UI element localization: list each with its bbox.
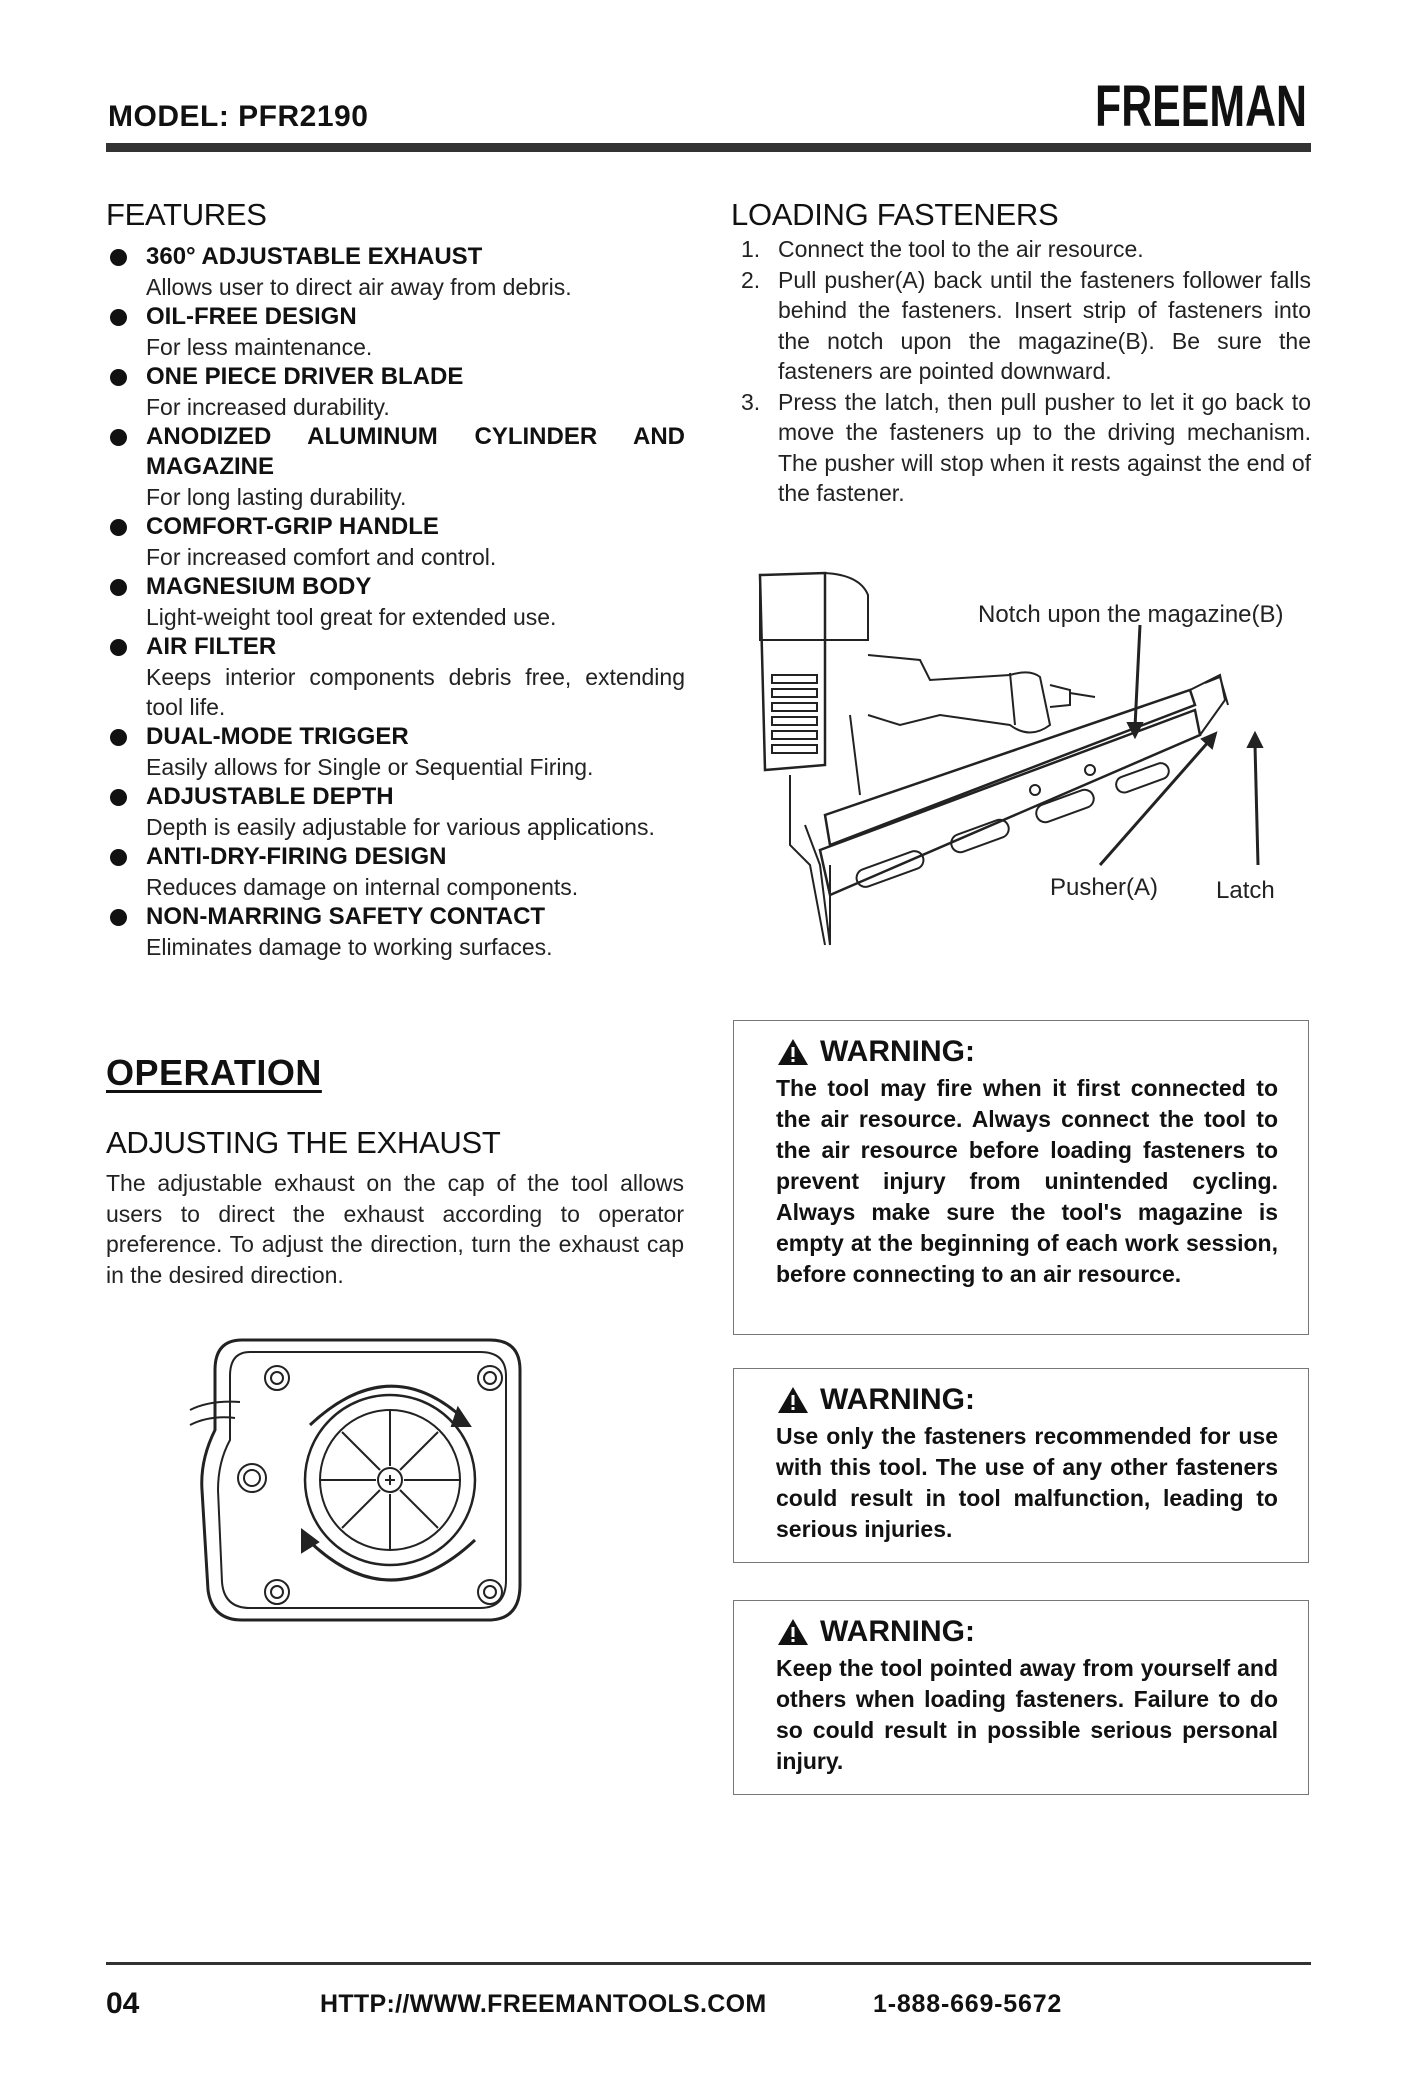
nailer-illustration <box>750 565 1310 945</box>
bullet-icon <box>110 309 127 326</box>
bullet-icon <box>110 579 127 596</box>
feature-title: ANTI-DRY-FIRING DESIGN <box>146 843 447 870</box>
model-label: MODEL: PFR2190 <box>108 100 369 133</box>
bullet-icon <box>110 519 127 536</box>
feature-title: ADJUSTABLE DEPTH <box>146 783 394 810</box>
step-text: Press the latch, then pull pusher to let it go back to move the fasteners up to the driving mechanism. The pusher will stop when it rests against the end of the fastener. <box>778 388 1311 506</box>
loading-step <box>741 387 1311 509</box>
warning-title: WARNING: <box>820 1383 975 1416</box>
step-text: Connect the tool to the air resource. <box>778 236 1144 262</box>
feature-desc: Easily allows for Single or Sequential Firing. <box>146 754 594 780</box>
feature-title: ONE PIECE DRIVER BLADE <box>146 363 464 390</box>
website-link[interactable]: HTTP://WWW.FREEMANTOOLS.COM <box>320 1990 767 2018</box>
feature-item <box>110 422 685 512</box>
warning-triangle-icon <box>776 1617 810 1647</box>
feature-item <box>110 632 685 722</box>
page-number: 04 <box>106 1987 140 2020</box>
feature-item <box>110 242 685 302</box>
phone-number: 1-888-669-5672 <box>873 1990 1063 2018</box>
loading-steps-list <box>741 234 1311 509</box>
feature-item <box>110 302 685 362</box>
feature-title: AIR FILTER <box>146 633 277 660</box>
bullet-icon <box>110 849 127 866</box>
step-number: 1. <box>741 236 761 262</box>
bullet-icon <box>110 249 127 266</box>
warning-triangle-icon <box>776 1037 810 1067</box>
feature-desc: For increased durability. <box>146 394 390 420</box>
feature-item <box>110 902 685 962</box>
feature-desc: Depth is easily adjustable for various applications. <box>146 814 655 840</box>
header-divider <box>106 143 1311 152</box>
step-text: Pull pusher(A) back until the fasteners follower falls behind the fasteners. Insert strip of fasteners into the notch upon the magazine(B). Be sure the fasteners are pointed downward. <box>778 266 1311 384</box>
feature-item <box>110 362 685 422</box>
warning-box-1 <box>733 1020 1309 1335</box>
pusher-label: Pusher(A) <box>1050 874 1159 901</box>
warning-box-2 <box>733 1368 1309 1563</box>
bullet-icon <box>110 639 127 656</box>
bullet-icon <box>110 909 127 926</box>
logo-text: FREEMAN <box>1095 74 1307 139</box>
feature-title: OIL-FREE DESIGN <box>146 303 357 330</box>
warning-triangle-icon <box>776 1385 810 1415</box>
feature-title: DUAL-MODE TRIGGER <box>146 723 409 750</box>
bullet-icon <box>110 369 127 386</box>
adjusting-exhaust-text: The adjustable exhaust on the cap of the tool allows users to direct the exhaust according to operator preference. To adjust the direction, turn the exhaust cap in the desired direction. <box>106 1170 684 1288</box>
feature-item <box>110 572 685 632</box>
feature-desc: Keeps interior components debris free, extending tool life. <box>146 664 685 720</box>
warning-title: WARNING: <box>820 1035 975 1068</box>
feature-title: NON-MARRING SAFETY CONTACT <box>146 903 546 930</box>
freeman-logo <box>1093 72 1311 139</box>
loading-step <box>741 265 1311 387</box>
feature-item <box>110 512 685 572</box>
step-number: 3. <box>741 388 761 415</box>
feature-item <box>110 782 685 842</box>
bullet-icon <box>110 729 127 746</box>
exhaust-cap-illustration <box>190 1330 530 1635</box>
latch-label: Latch <box>1216 877 1275 904</box>
step-number: 2. <box>741 266 761 293</box>
features-heading: FEATURES <box>106 197 267 232</box>
feature-title: MAGNESIUM BODY <box>146 573 372 600</box>
feature-desc: For long lasting durability. <box>146 484 407 510</box>
feature-desc: Allows user to direct air away from debris. <box>146 274 572 300</box>
warning-text: Keep the tool pointed away from yourself and others when loading fasteners. Failure to do so could result in possible serious personal injury. <box>776 1655 1278 1774</box>
loading-fasteners-heading: LOADING FASTENERS <box>731 197 1059 232</box>
adjusting-exhaust-heading: ADJUSTING THE EXHAUST <box>106 1125 501 1160</box>
features-list <box>110 242 685 962</box>
warning-box-3 <box>733 1600 1309 1795</box>
warning-header <box>776 1035 1278 1069</box>
bullet-icon <box>110 789 127 806</box>
footer-divider <box>106 1962 1311 1965</box>
warning-text: Use only the fasteners recommended for use with this tool. The use of any other fasteners could result in tool malfunction, leading to serious injuries. <box>776 1423 1278 1542</box>
feature-item <box>110 722 685 782</box>
warning-text: The tool may fire when it first connected to the air resource. Always connect the tool to the air resource before loading fasteners to prevent injury from unintended cycling. Always make sure the tool's magazine is empty at the beginning of each work session, before connecting to an air resource. <box>776 1075 1278 1287</box>
feature-title: 360° ADJUSTABLE EXHAUST <box>146 243 483 270</box>
feature-item <box>110 842 685 902</box>
loading-step <box>741 234 1311 265</box>
feature-desc: For increased comfort and control. <box>146 544 497 570</box>
feature-desc: Reduces damage on internal components. <box>146 874 579 900</box>
warning-title: WARNING: <box>820 1615 975 1648</box>
feature-desc: Light-weight tool great for extended use. <box>146 604 557 630</box>
warning-header <box>776 1615 1278 1649</box>
bullet-icon <box>110 429 127 446</box>
feature-title: COMFORT-GRIP HANDLE <box>146 513 439 540</box>
warning-header <box>776 1383 1278 1417</box>
feature-title: ANODIZED ALUMINUM CYLINDER AND MAGAZINE <box>146 423 685 480</box>
notch-label: Notch upon the magazine(B) <box>978 601 1284 628</box>
feature-desc: For less maintenance. <box>146 334 373 360</box>
feature-desc: Eliminates damage to working surfaces. <box>146 934 553 960</box>
operation-heading: OPERATION <box>106 1052 322 1093</box>
